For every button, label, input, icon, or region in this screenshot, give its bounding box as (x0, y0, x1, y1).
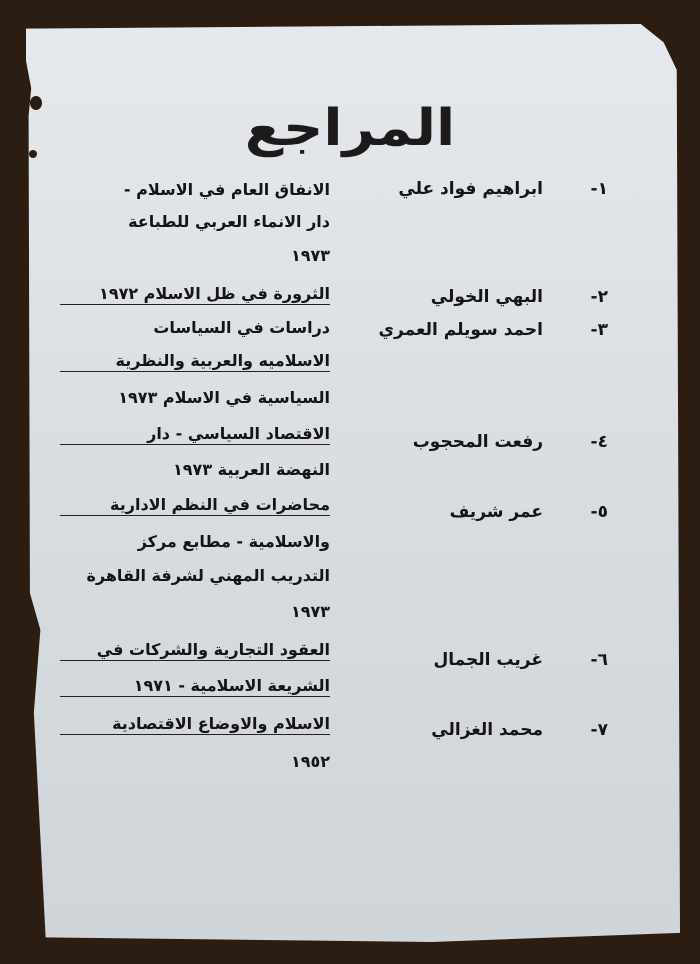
reference-line: دراسات في السياسات (153, 318, 330, 337)
reference-line: التدريب المهني لشرفة القاهرة (86, 566, 330, 585)
reference-number: ٥- (590, 502, 608, 522)
reference-line: ١٩٧٣ (290, 246, 330, 265)
reference-line: ١٩٧٣ (290, 602, 330, 621)
reference-line: النهضة العربية ١٩٧٣ (173, 460, 330, 479)
reference-line: الشريعة الاسلامية - ١٩٧١ (60, 676, 330, 697)
reference-line: دار الانماء العربي للطباعة (128, 212, 330, 231)
reference-author: احمد سويلم العمري (378, 320, 543, 340)
reference-number: ٢- (590, 287, 608, 307)
reference-line: الاسلام والاوضاع الاقتصادية (60, 714, 330, 735)
reference-author: غريب الجمال (433, 650, 543, 670)
reference-number: ٤- (590, 432, 608, 452)
reference-number: ١- (590, 179, 608, 199)
reference-line: الاقتصاد السياسي - دار (60, 424, 330, 445)
reference-author: رفعت المحجوب (412, 432, 543, 452)
reference-line: محاضرات في النظم الادارية (60, 495, 330, 516)
reference-number: ٧- (590, 720, 608, 740)
reference-line: الاسلاميه والعربية والنظرية (60, 351, 330, 372)
reference-line: ١٩٥٢ (290, 752, 330, 771)
reference-author: البهي الخولي (430, 287, 543, 307)
reference-author: محمد الغزالي (431, 720, 543, 740)
reference-number: ٣- (590, 320, 608, 340)
reference-author: ابراهيم فواد علي (398, 179, 543, 199)
reference-line: العقود التجارية والشركات في (60, 640, 330, 661)
page-title: المراجع (244, 99, 456, 158)
reference-line: الثرورة في ظل الاسلام ١٩٧٢ (60, 284, 330, 305)
reference-author: عمر شريف (449, 502, 543, 522)
reference-line: الانفاق العام في الاسلام - (123, 180, 330, 199)
reference-line: السياسية في الاسلام ١٩٧٣ (118, 388, 330, 407)
reference-line: والاسلامية - مطابع مركز (137, 532, 330, 551)
reference-number: ٦- (590, 650, 608, 670)
